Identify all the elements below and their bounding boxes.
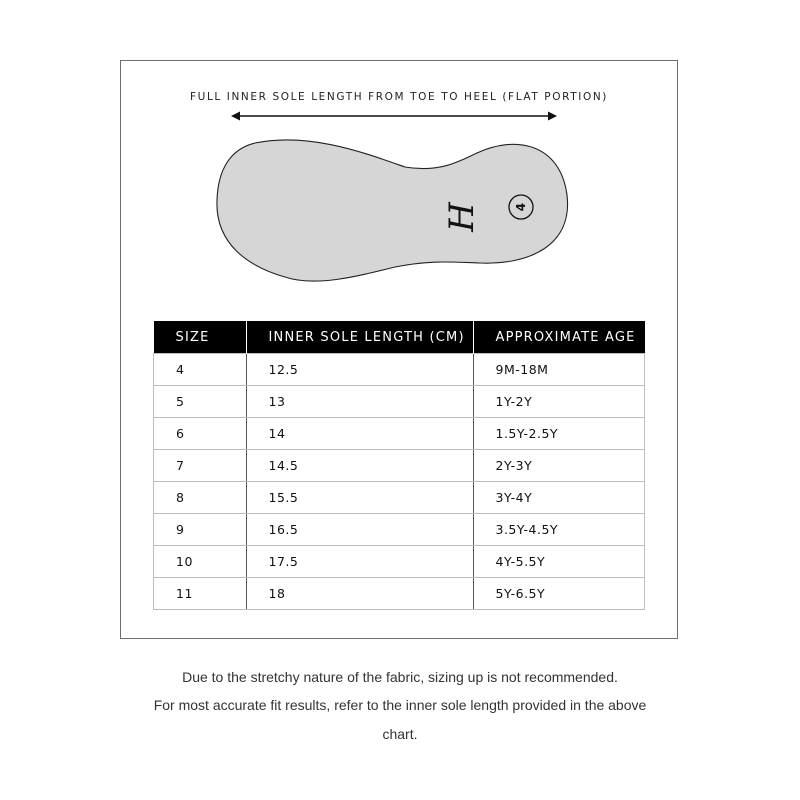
- measurement-label: FULL INNER SOLE LENGTH FROM TOE TO HEEL (FLAT PORTION): [190, 91, 608, 103]
- cell-sole-length: 16.5: [246, 514, 473, 546]
- table-row: [154, 418, 645, 450]
- cell-age: 5Y-6.5Y: [473, 578, 645, 610]
- table-row: [154, 514, 645, 546]
- cell-size: 7: [154, 450, 247, 482]
- table-row: [154, 546, 645, 578]
- cell-age: 9M-18M: [473, 354, 645, 386]
- cell-age: 3.5Y-4.5Y: [473, 514, 645, 546]
- cell-size: 9: [154, 514, 247, 546]
- cell-age: 1.5Y-2.5Y: [473, 418, 645, 450]
- header-sole-length: INNER SOLE LENGTH (CM): [246, 321, 473, 354]
- sole-logo-mark: H: [442, 202, 482, 232]
- table-row: [154, 354, 645, 386]
- note-line-3: chart.: [382, 726, 418, 742]
- cell-sole-length: 14: [246, 418, 473, 450]
- size-table: [153, 321, 645, 610]
- cell-sole-length: 18: [246, 578, 473, 610]
- cell-size: 11: [154, 578, 247, 610]
- table-row: [154, 386, 645, 418]
- size-badge-number: 4: [514, 202, 528, 212]
- double-arrow-icon: [231, 109, 557, 123]
- table-row: [154, 578, 645, 610]
- cell-age: 2Y-3Y: [473, 450, 645, 482]
- cell-size: 5: [154, 386, 247, 418]
- cell-age: 1Y-2Y: [473, 386, 645, 418]
- cell-sole-length: 13: [246, 386, 473, 418]
- table-row: [154, 482, 645, 514]
- cell-sole-length: 14.5: [246, 450, 473, 482]
- cell-age: 3Y-4Y: [473, 482, 645, 514]
- size-chart-panel: [120, 60, 678, 639]
- cell-sole-length: 17.5: [246, 546, 473, 578]
- table-header-row: [154, 321, 645, 354]
- cell-size: 4: [154, 354, 247, 386]
- note-line-1: Due to the stretchy nature of the fabric, sizing up is not recommended.: [182, 669, 618, 685]
- table-row: [154, 450, 645, 482]
- cell-size: 10: [154, 546, 247, 578]
- cell-sole-length: 12.5: [246, 354, 473, 386]
- header-age: APPROXIMATE AGE: [473, 321, 645, 354]
- cell-size: 8: [154, 482, 247, 514]
- header-size: SIZE: [154, 321, 247, 354]
- note-line-2: For most accurate fit results, refer to the inner sole length provided in the above: [153, 697, 647, 713]
- cell-sole-length: 15.5: [246, 482, 473, 514]
- cell-size: 6: [154, 418, 247, 450]
- inner-sole-illustration: [215, 135, 571, 287]
- cell-age: 4Y-5.5Y: [473, 546, 645, 578]
